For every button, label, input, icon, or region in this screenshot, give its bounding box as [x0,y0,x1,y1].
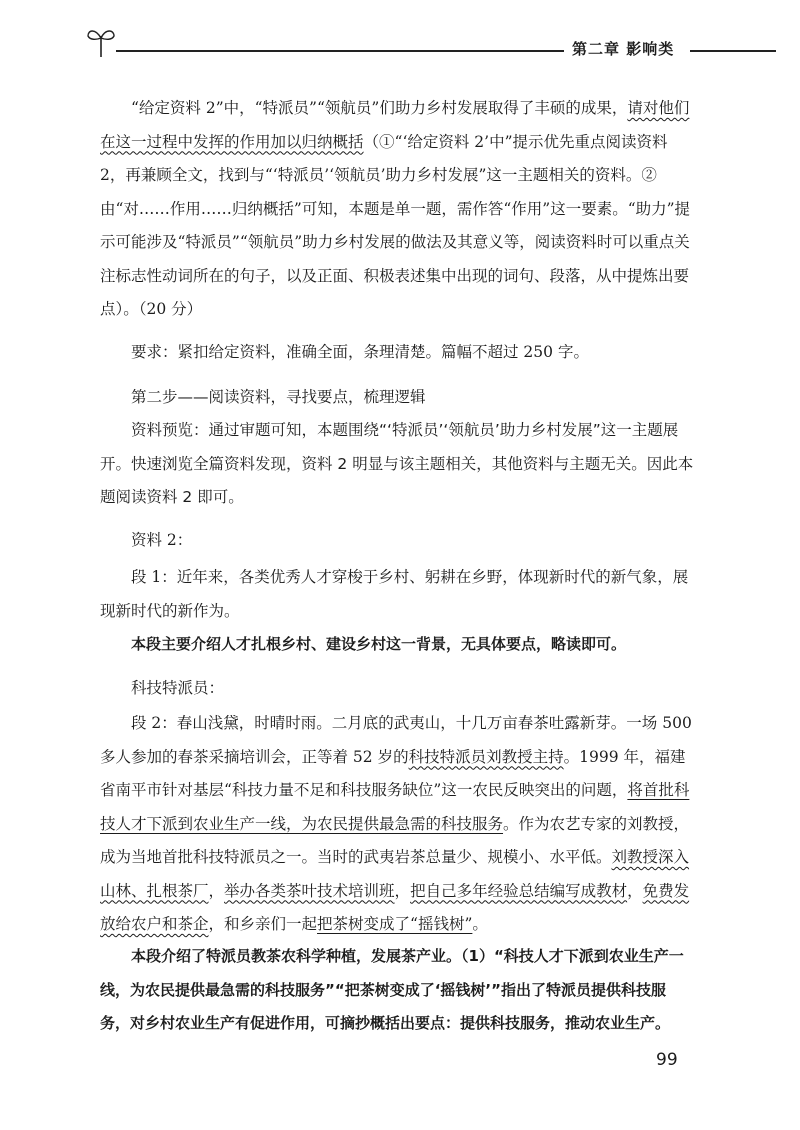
seg2-text-4: ，和乡亲们一起 [208,915,318,933]
seg2-comma-1: ， [208,881,225,900]
step-heading: 第二步——阅读资料，寻找要点，梳理逻辑 [131,388,426,406]
sprout-icon [86,24,116,58]
seg2-highlight-4: 举办各类茶叶技术培训班 [224,881,395,900]
seg2-comma-3: ， [627,881,643,900]
segment-2-note: 本段介绍了特派员教茶农科学种植，发展茶产业。（1）“科技人才下派到农业生产一线，为农民提供最急需的科技服务”“把茶树变成了‘摇钱树’”指出了特派员提供科技服务，对乡村农业生产有促进作用，可摘抄概括出要点：提供科技服务，推动农业生产。 [100,947,684,1032]
page-number: 99 [656,1050,678,1070]
segment-1-note: 本段主要介绍人才扎根乡村、建设乡村这一背景，无具体要点，略读即可。 [131,635,627,653]
seg2-text-2: 。1999 年，福建省南平市针对基层“科技力量不足和科技服务缺位”这一农民反映突出的问题， [100,747,686,799]
question-lead: “给定资料 2”中，“特派员”“领航员”们助力乡村发展取得了丰硕的成果， [131,99,628,117]
material-preview: 资料预览：通过审题可知，本题围绕“‘特派员’‘领航员’助力乡村发展”这一主题展开。快速浏览全篇资料发现，资料 2 明显与该主题相关，其他资料与主题无关。因此本题阅读资料 2 即可。 [100,421,694,506]
material-2-label: 资料 2： [131,531,193,549]
seg2-text-1: 段 2：春山浅黛，时晴时雨。二月底的武夷山，十几万亩春茶吐露新芽。一场 500 多人参加的春茶采摘培训会，正等着 52 岁的 [100,714,692,766]
requirement-text: 要求：紧扣给定资料，准确全面，条理清楚。篇幅不超过 250 字。 [131,343,589,361]
question-paragraph [100,92,694,327]
question-task: 请对他们在这一过程中发挥的作用加以归纳概括 [100,99,690,151]
seg2-highlight-7: 把茶树变成了“摇钱树” [317,915,473,933]
section-tech-envoy: 科技特派员： [131,679,225,697]
header-rule-right [690,50,776,52]
segment-2 [100,707,694,942]
question-hint: （①“‘给定资料 2’中”提示优先重点阅读资料 2，再兼顾全文，找到与“‘特派员’‘领航员’助力乡村发展”这一主题相关的资料。②由“对……作用……归纳概括”可知，本题是单一题，需作答“作用”这一要素。“助力”提示可能涉及“特派员”“领航员”助力乡村发展的做法及其意义等，阅读资料时可以重点关注标志性动词所在的句子，以及正面、积极表述集中出现的词句、段落，从中提炼出要点）。（20 分） [100,132,691,318]
chapter-title: 第二章 影响类 [572,40,675,58]
seg2-highlight-1: 科技特派员刘教授主持 [408,747,564,766]
segment-1: 段 1：近年来，各类优秀人才穿梭于乡村、躬耕在乡野，体现新时代的新气象，展现新时代的新作为。 [100,568,689,620]
seg2-highlight-5: 把自己多年经验总结编写成教材 [410,881,628,900]
seg2-period: 。 [472,915,488,933]
seg2-comma-2: ， [394,881,411,900]
seg2-highlight-3: 刘教授深入山林、扎根茶厂 [100,848,690,900]
header-rule-left [116,50,564,52]
seg2-highlight-6: 免费发放给农户和茶企 [100,881,690,933]
seg2-text-3: 。作为农艺专家的刘教授，成为当地首批科技特派员之一。当时的武夷岩茶总量少、规模小、水平低。 [100,814,690,866]
seg2-highlight-2: 将首批科技人才下派到农业生产一线，为农民提供最急需的科技服务 [100,781,690,833]
page-header [86,24,776,64]
